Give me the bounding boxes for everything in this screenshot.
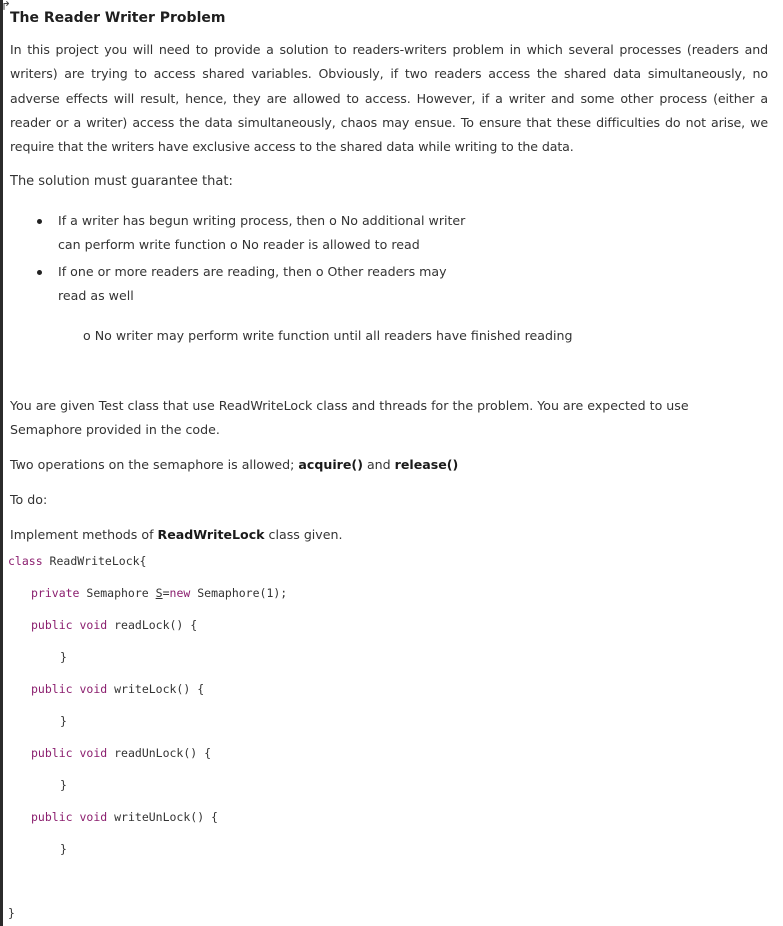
code-close-brace: } — [60, 778, 67, 792]
code-void-keyword: void — [79, 746, 108, 760]
left-border — [0, 0, 3, 926]
release-method: release() — [394, 457, 459, 472]
code-public-keyword: public — [31, 618, 73, 632]
code-public-keyword: public — [31, 746, 73, 760]
implement-suffix: class given. — [264, 527, 343, 542]
code-method-signature: readUnLock() { — [114, 746, 212, 760]
operations-and: and — [362, 457, 395, 472]
code-field-var: S — [155, 586, 163, 600]
code-private-keyword: private — [31, 586, 80, 600]
bullet-item-1: If a writer has begun writing process, then o No additional writer can perform write function o No reader is allowed to read — [58, 213, 466, 252]
page-title: The Reader Writer Problem — [10, 10, 226, 26]
code-void-keyword: void — [79, 682, 108, 696]
code-class-close-brace: } — [8, 906, 15, 920]
bullet-dot-2 — [37, 270, 42, 275]
code-close-brace: } — [60, 842, 67, 856]
intro-paragraph: In this project you will need to provide a solution to readers-writers problem in which several processes (readers and writers) are trying to access shared variables. Obviously, if two readers access the shared data simultaneously, no adverse effects will result, hence, they are allowed to access. However, if a writer and some other process (either a reader or a writer) access the data simultaneously, chaos may ensue. To ensure that these difficulties do not arise, we require that the writers have exclusive access to the shared data while writing to the data. — [10, 42, 768, 155]
acquire-method: acquire() — [298, 457, 363, 472]
code-method-signature: writeUnLock() { — [114, 810, 218, 824]
code-void-keyword: void — [79, 618, 108, 632]
code-class-declaration — [8, 553, 146, 569]
code-method-writelock — [31, 681, 204, 697]
guarantee-text: The solution must guarantee that: — [10, 174, 233, 189]
code-void-keyword: void — [79, 810, 108, 824]
code-method-writeunlock — [31, 809, 218, 825]
code-public-keyword: public — [31, 810, 73, 824]
operations-prefix: Two operations on the semaphore is allowed; — [10, 457, 299, 472]
todo-label: To do: — [10, 492, 48, 507]
code-field-type: Semaphore — [79, 586, 156, 600]
code-class-keyword: class — [8, 554, 43, 568]
operations-line — [10, 453, 458, 477]
given-paragraph: You are given Test class that use ReadWriteLock class and threads for the problem. You are expected to use Semaphore provided in the code. — [10, 398, 689, 438]
bullet-dot-1 — [37, 219, 42, 224]
code-class-name: ReadWriteLock{ — [42, 554, 147, 568]
implement-class-name: ReadWriteLock — [157, 527, 265, 542]
code-field-line — [31, 585, 287, 601]
code-close-brace: } — [60, 650, 67, 664]
code-method-readlock — [31, 617, 197, 633]
sub-item: o No writer may perform write function until all readers have finished reading — [83, 328, 573, 343]
code-field-rest: Semaphore(1); — [190, 586, 288, 600]
code-method-signature: readLock() { — [114, 618, 198, 632]
implement-prefix: Implement methods of — [10, 527, 158, 542]
implement-line — [10, 523, 343, 547]
code-method-readunlock — [31, 745, 211, 761]
code-new-keyword: new — [169, 586, 191, 600]
code-field-eq: = — [162, 586, 170, 600]
bullet-item-2: If one or more readers are reading, then o Other readers may read as well — [58, 264, 447, 303]
code-close-brace: } — [60, 714, 67, 728]
code-public-keyword: public — [31, 682, 73, 696]
code-method-signature: writeLock() { — [114, 682, 205, 696]
mouse-cursor-icon: ↱ — [1, 0, 12, 13]
